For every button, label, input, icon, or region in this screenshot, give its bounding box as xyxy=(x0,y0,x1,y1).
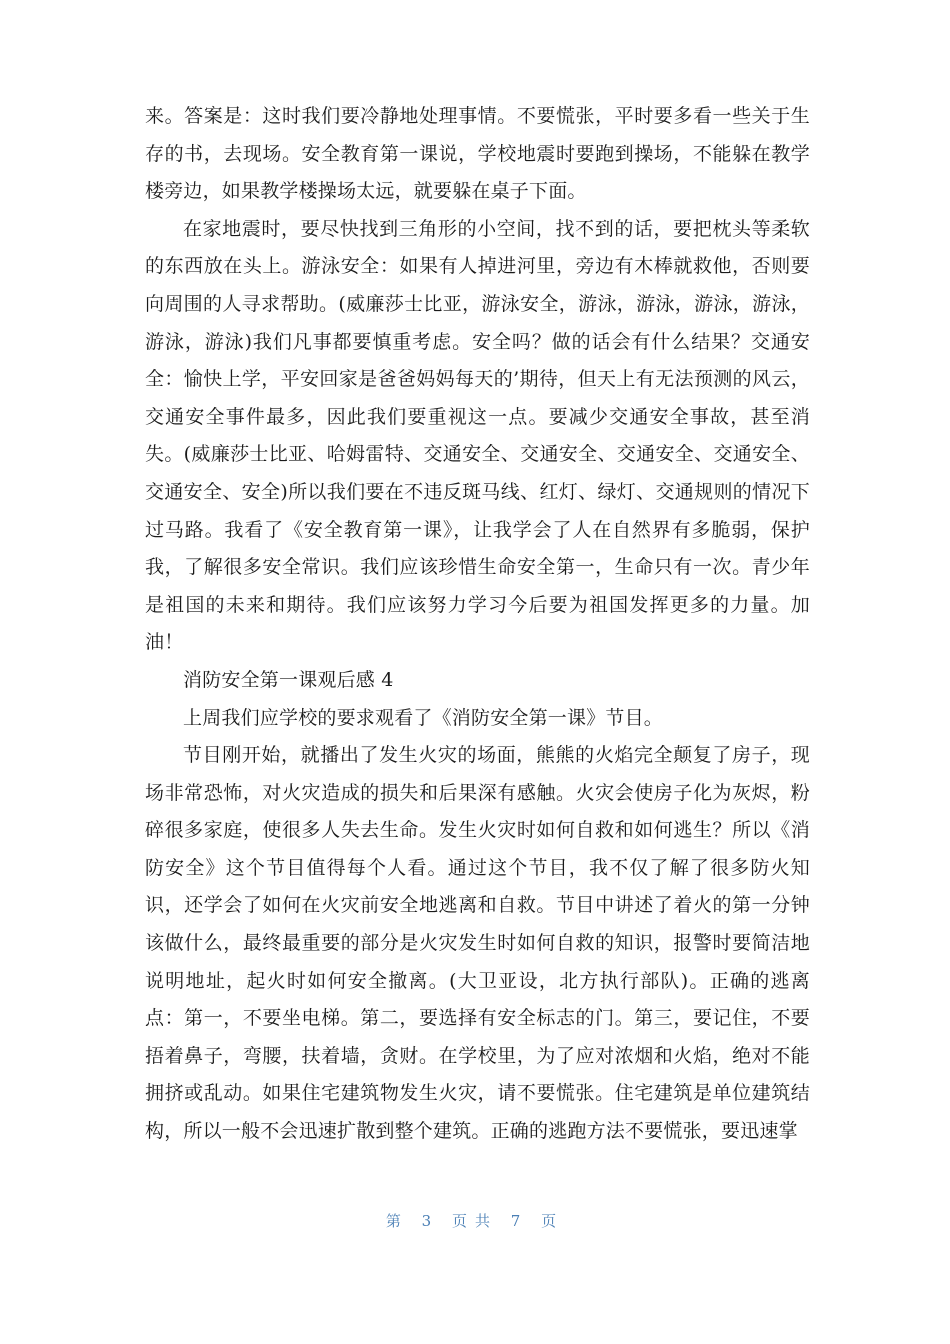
paragraph-3: 上周我们应学校的要求观看了《消防安全第一课》节目。 xyxy=(183,706,664,729)
paragraph-1: 来。答案是：这时我们要冷静地处理事情。不要慌张，平时要多看一些关于生存的书，去现场。安全教育第一课说，学校地震时要跑到操场，不能躲在教学楼旁边，如果教学楼操场太远，就要躲在桌子下面。 xyxy=(145,105,810,203)
page-footer: 第 3 页共 7 页 xyxy=(385,1212,565,1230)
paragraph-4: 节目刚开始，就播出了发生火灾的场面，熊熊的火焰完全颠复了房子，现场非常恐怖，对火灾造成的损失和后果深有感触。火灾会使房子化为灰烬，粉碎很多家庭，使很多人失去生命。发生火灾时如何自救和如何逃生？所以《消防安全》这个节目值得每个人看。通过这个节目，我不仅了解了很多防火知识，还学会了如何在火灾前安全地逃离和自救。节目中讲述了着火的第一分钟该做什么，最终最重要的部分是火灾发生时如何自救的知识，报警时要简洁地说明地址，起火时如何安全撤离。(大卫亚设，北方执行部队)。正确的逃离点：第一，不要坐电梯。第二，要选择有安全标志的门。第三，要记住，不要捂着鼻子，弯腰，扶着墙，贪财。在学校里，为了应对浓烟和火焰，绝对不能拥挤或乱动。如果住宅建筑物发生火灾，请不要慌张。住宅建筑是单位建筑结构，所以一般不会迅速扩散到整个建筑。正确的逃跑方法不要慌张，要迅速掌 xyxy=(145,744,810,1143)
paragraph-2: 在家地震时，要尽快找到三角形的小空间，找不到的话，要把枕头等柔软的东西放在头上。游泳安全：如果有人掉进河里，旁边有木棒就救他，否则要向周围的人寻求帮助。(威廉莎士比亚，游泳安全，游泳，游泳，游泳，游泳，游泳，游泳)我们凡事都要慎重考虑。安全吗？做的话会有什么结果？交通安全：愉快上学，平安回家是爸爸妈妈每天的’期待，但天上有无法预测的风云，交通安全事件最多，因此我们要重视这一点。要减少交通安全事故，甚至消失。(威廉莎士比亚、哈姆雷特、交通安全、交通安全、交通安全、交通安全、交通安全、安全)所以我们要在不违反斑马线、红灯、绿灯、交通规则的情况下过马路。我看了《安全教育第一课》，让我学会了人在自然界有多脆弱，保护我，了解很多安全常识。我们应该珍惜生命安全第一，生命只有一次。青少年是祖国的未来和期待。我们应该努力学习今后要为祖国发挥更多的力量。加油！ xyxy=(145,217,810,654)
section-heading: 消防安全第一课观后感 4 xyxy=(183,668,394,691)
document-body xyxy=(145,98,810,1151)
